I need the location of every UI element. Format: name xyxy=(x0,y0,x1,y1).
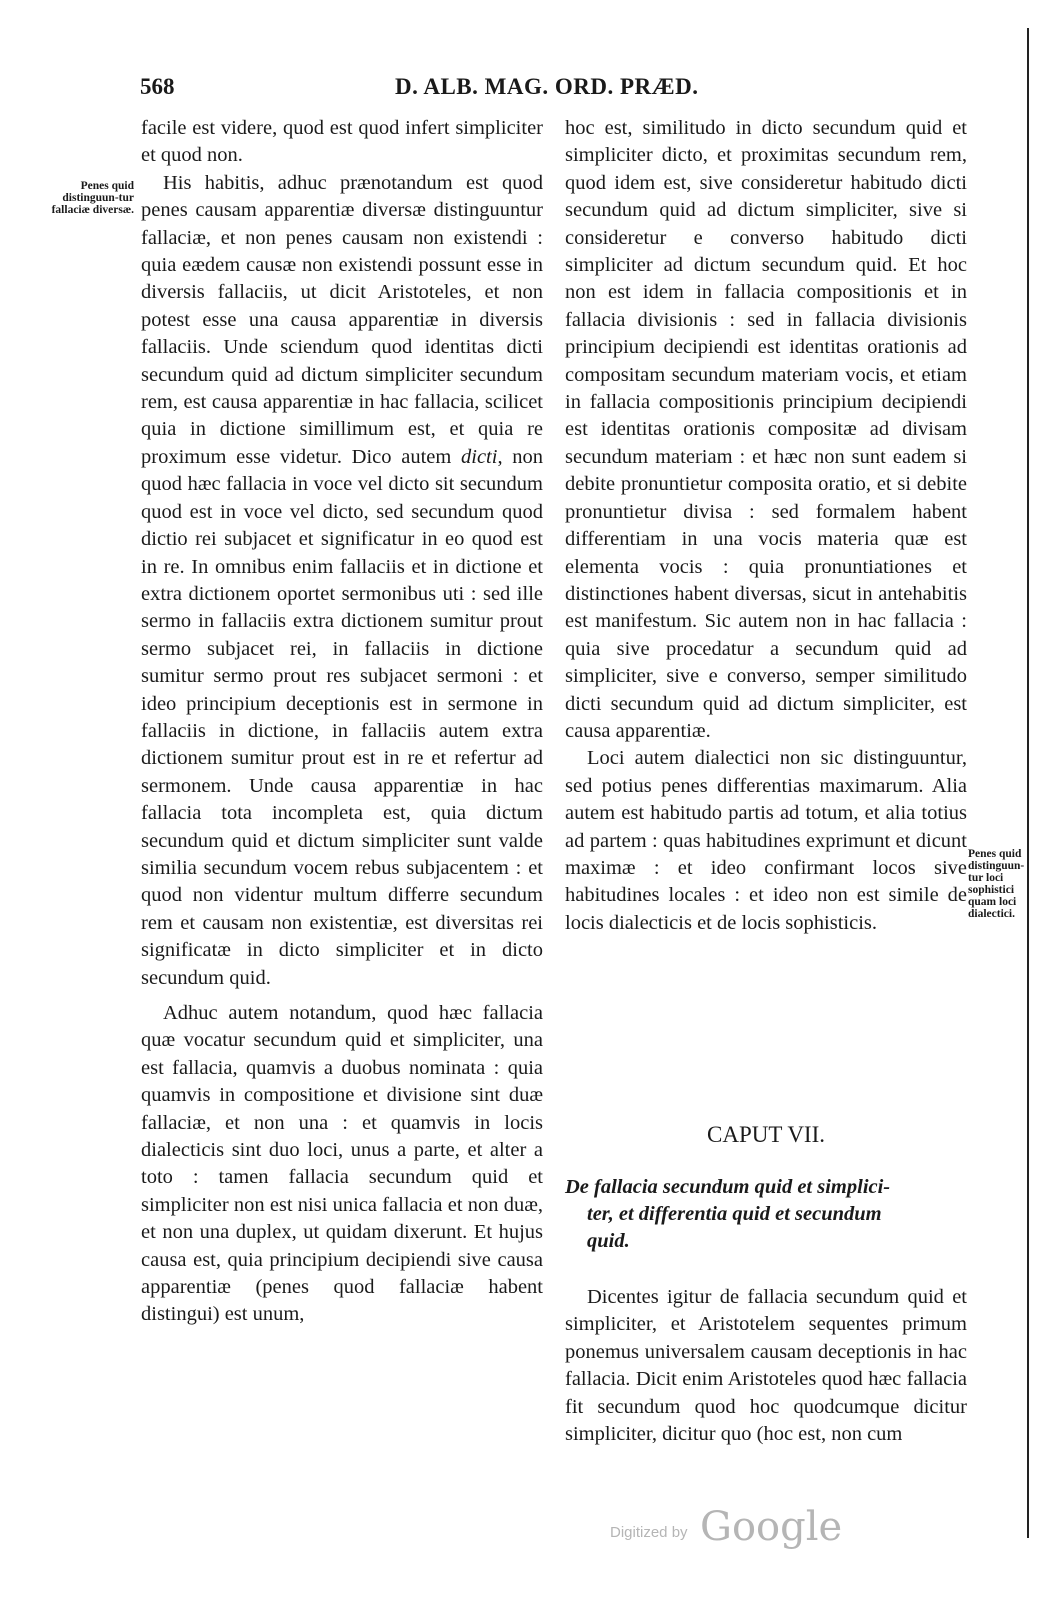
chapter-title: CAPUT VII. xyxy=(707,1122,825,1147)
margin-note-left: Penes quid distinguun-tur fallaciæ diversæ. xyxy=(51,180,134,216)
right-paragraph-2: Loci autem dialectici non sic distinguuntur, sed potius penes differentias maximarum. Alia autem est habitudo partis ad totum, et alia totius ad partem : quas habitudines exprimunt et dicunt maximæ : et ideo confirmant locos sive habitudines locales : et ideo non est simile de locis dialecticis et de locis sophisticis. xyxy=(565,747,967,934)
chapter-paragraph-1: Dicentes igitur de fallacia secundum quid et simpliciter, et Aristotelem sequentes primum ponemus universalem causam deceptionis in hac fallacia. Dicit enim Aristoteles quod hæc fallacia fit secundum quod hoc quodcumque dicitur simpliciter, dicitur quo (hoc est, non cum xyxy=(565,1286,967,1446)
chapter-body xyxy=(565,1284,967,1448)
google-logo: Google xyxy=(700,1504,843,1550)
chapter-subtitle xyxy=(565,1174,967,1255)
right-paragraph-1: hoc est, similitudo in dicto secundum quid et simpliciter dicto, et proximitas secundum rem, quod idem est, sive consideretur habitudo dicti secundum quid ad dictum simpliciter, sive si consideretur e converso habitudo dicti simpliciter ad dictum secundum quid. Et hoc non est idem in fallacia compositionis et in fallacia divisionis : sed in fallacia divisionis principium decipiendi est identitas orationis ad compositam secundum materiam vocis, et etiam in fallacia compositionis principium decipiendi est identitas orationis compositæ ad divisam secundum materiam : et hæc non sunt eadem si debite pronuntietur composita oratio, et si debite pronuntietur divisa : sed formalem habent differentiam in una vocis materia quæ est elementa vocis : quia pronuntiationes et distinctiones habent diversas, sicut in antehabitis est manifestum. Sic autem non in hac fallacia : quia sive procedatur a secundum quid ad simpliciter, sive e converso, semper similitudo dicti secundum quid ad dictum simpliciter, est causa apparentiæ. xyxy=(565,117,967,742)
chapter-subtitle-line-1: De fallacia secundum quid et simplici- xyxy=(565,1176,891,1198)
page-number: 568 xyxy=(140,74,175,99)
left-paragraph-2 xyxy=(141,170,543,992)
left-column xyxy=(141,115,543,1329)
running-title: D. ALB. MAG. ORD. PRÆD. xyxy=(395,74,699,99)
page-header xyxy=(140,70,970,110)
left-paragraph-2-part-b: , non quod hæc fallacia in voce vel dicto sit secundum quod est in voce vel dicto, sed secundum quod dictio rei subjacet et significatur in eo quod est in re. In omnibus enim fallaciis et in dictione et extra dictionem oportet sermonibus uti : sed ille sermo in fallaciis extra dictionem sumitur prout sermo subjacet rei, in fallaciis in dictione sumitur sermo prout res subjacet sermoni : et ideo principium deceptionis est in sermone in fallaciis in dictione, in fallaciis autem extra dictionem sumitur prout est in re et refertur ad sermonem. Unde causa apparentiæ in hac fallacia tota incompleta est, quia dictum secundum quid et dictum simpliciter sunt valde similia secundum vocem rebus subjacentem : et quod non videntur multum differre secundum rem et causam non existentiæ, est diversitas rei significatæ in dicto simpliciter et in dicto secundum quid. xyxy=(141,445,543,989)
margin-note-right: Penes quid distinguun-tur loci sophistici quam loci dialectici. xyxy=(968,848,1025,920)
left-paragraph-3: Adhuc autem notandum, quod hæc fallacia quæ vocatur secundum quid et simpliciter, una est fallacia, quamvis a duobus nominata : quia quamvis in compositione et divisione sint duæ fallaciæ, et non una : et quamvis in locis dialecticis sint duo loci, unus a parte, et alter a toto : tamen fallacia secundum quid et simpliciter non est nisi unica fallacia et non duæ, et non una duplex, ut quidam dixerunt. Et hujus causa est, quia principium decipiendi sive causa apparentiæ (penes quod fallaciæ habent distingui) est unum, xyxy=(141,1002,543,1326)
chapter-subtitle-line-3: quid. xyxy=(587,1230,630,1252)
left-paragraph-2-part-a: His habitis, adhuc prænotandum est quod penes causam apparentiæ diversæ distinguuntur fallaciæ, et non penes causam non existendi : quia eædem causæ non existendi possunt esse in diversis fallaciis, ut dicit Aristoteles, et non potest esse una causa apparentiæ in diversis fallaciis. Unde sciendum quod identitas dicti secundum quid ad dictum simpliciter secundum rem, est causa apparentiæ in hac fallacia, scilicet quia in dictione simillimum est, et quia re proximum esse videtur. Dico autem xyxy=(141,171,543,468)
chapter-subtitle-line-2: ter, et differentia quid et secundum xyxy=(587,1203,882,1225)
page-edge-line xyxy=(1027,28,1029,1538)
right-column xyxy=(565,115,967,937)
watermark-prefix: Digitized by xyxy=(610,1524,688,1541)
digitized-watermark xyxy=(610,1504,843,1556)
italic-word-dicti: dicti xyxy=(461,445,498,468)
left-paragraph-1: facile est videre, quod est quod infert simpliciter et quod non. xyxy=(141,117,543,167)
